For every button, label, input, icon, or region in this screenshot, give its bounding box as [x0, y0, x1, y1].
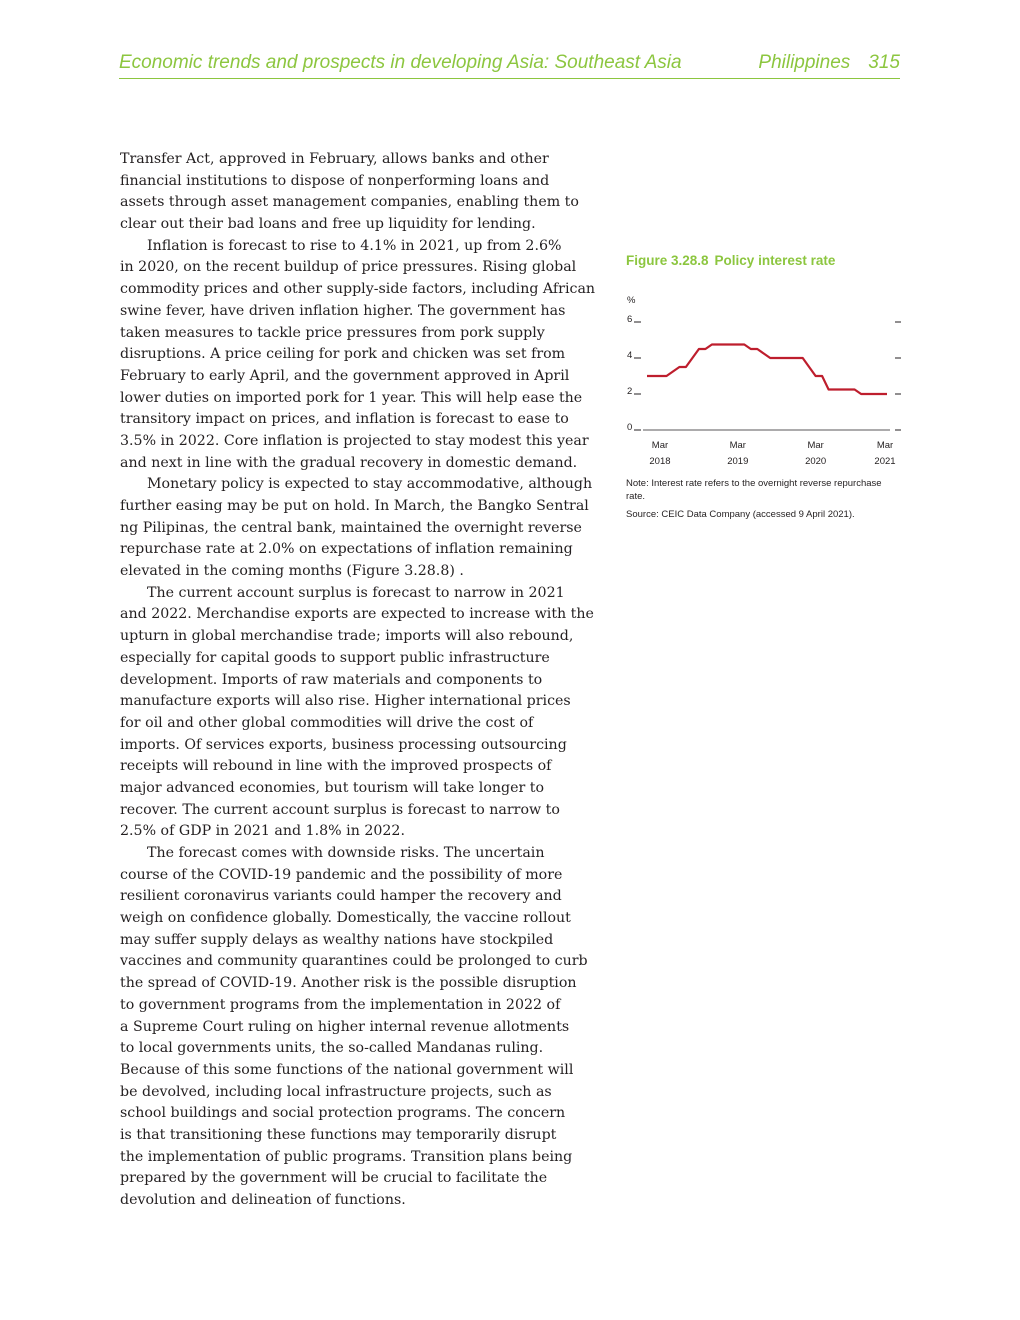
- text-line: devolution and delineation of functions.: [120, 1192, 406, 1208]
- text-line: the spread of COVID-19. Another risk is the possible disruption: [120, 975, 577, 992]
- text-line: major advanced economies, but tourism will take longer to: [120, 779, 545, 796]
- text-line: further easing may be put on hold. In March, the Bangko Sentral: [120, 498, 589, 514]
- text-line: the implementation of public programs. Transition plans being: [120, 1148, 573, 1165]
- text-line: transitory impact on prices, and inflation is forecast to ease to: [120, 411, 569, 428]
- text-line: taken measures to tackle price pressures from pork supply: [120, 324, 545, 341]
- y-axis-unit-label: %: [627, 295, 636, 306]
- text-line: lower duties on imported pork for 1 year. This will help ease the: [120, 389, 583, 406]
- text-line: recover. The current account surplus is forecast to narrow to: [120, 801, 560, 818]
- text-line: repurchase rate at 2.0% on expectations of inflation remaining: [120, 541, 573, 558]
- text-line: course of the COVID-19 pandemic and the possibility of more: [120, 866, 563, 883]
- text-line: financial institutions to dispose of nonperforming loans and: [120, 172, 550, 189]
- page-header: [119, 52, 900, 79]
- text-line: assets through asset management companies, enabling them to: [120, 194, 579, 211]
- text-line: especially for capital goods to support public infrastructure: [120, 649, 550, 666]
- running-title: Economic trends and prospects in developing Asia: Southeast Asia: [119, 52, 682, 73]
- text-line: Inflation is forecast to rise to 4.1% in 2021, up from 2.6%: [147, 237, 562, 254]
- x-tick-label: Mar: [729, 440, 746, 451]
- text-line: clear out their bad loans and free up liquidity for lending.: [120, 216, 536, 233]
- text-line: Monetary policy is expected to stay accommodative, although: [147, 476, 593, 493]
- text-line: in 2020, on the recent buildup of price pressures. Rising global: [120, 259, 577, 276]
- figure-title: Policy interest rate: [714, 253, 836, 268]
- text-line: imports. Of services exports, business processing outsourcing: [120, 736, 567, 753]
- figure-number: Figure 3.28.8: [626, 253, 709, 268]
- page-number: 315: [868, 52, 900, 73]
- figure-caption: [626, 253, 835, 268]
- text-line: The current account surplus is forecast to narrow in 2021: [147, 584, 565, 601]
- x-tick-label: Mar: [807, 440, 824, 451]
- figure-source: Source: CEIC Data Company (accessed 9 April 2021).: [626, 509, 855, 520]
- text-line: to government programs from the implementation in 2022 of: [120, 996, 561, 1013]
- section-name: Philippines: [758, 52, 851, 73]
- text-line: Because of this some functions of the national government will: [120, 1061, 574, 1078]
- text-line: resilient coronavirus variants could hamper the recovery and: [120, 888, 562, 905]
- y-tick-label: 0: [627, 422, 633, 433]
- policy-rate-chart: [620, 290, 905, 470]
- main-text-column: [120, 149, 605, 1212]
- text-line: to local governments units, the so-called Mandanas ruling.: [120, 1040, 544, 1057]
- text-line: a Supreme Court ruling on higher internal revenue allotments: [120, 1018, 570, 1035]
- figure-note: Note: Interest rate refers to the overnight reverse repurchase rate.: [626, 478, 882, 502]
- y-tick-label: 2: [627, 386, 633, 397]
- y-tick-label: 6: [627, 314, 633, 325]
- text-line: be devolved, including local infrastructure projects, such as: [120, 1083, 552, 1100]
- text-line: for oil and other global commodities will drive the cost of: [120, 714, 534, 731]
- text-line: February to early April, and the government approved in April: [120, 367, 570, 384]
- x-tick-year-label: 2021: [874, 456, 896, 467]
- text-line: Transfer Act, approved in February, allows banks and other: [120, 151, 549, 167]
- y-tick-label: 4: [627, 350, 633, 361]
- text-line: school buildings and social protection programs. The concern: [120, 1105, 566, 1122]
- text-line: 3.5% in 2022. Core inflation is projected to stay modest this year: [120, 432, 589, 449]
- text-line: prepared by the government will be crucial to facilitate the: [120, 1170, 548, 1187]
- text-line: manufacture exports will also rise. Higher international prices: [120, 693, 571, 710]
- text-line: vaccines and community quarantines could be prolonged to curb: [120, 953, 588, 970]
- series-line-policy-rate: [647, 345, 887, 395]
- text-line: may suffer supply delays as wealthy nations have stockpiled: [120, 931, 554, 948]
- text-line: development. Imports of raw materials and components to: [120, 671, 543, 688]
- chart-canvas: [620, 290, 905, 470]
- text-line: upturn in global merchandise trade; imports will also rebound,: [120, 628, 574, 645]
- x-tick-label: Mar: [651, 440, 669, 451]
- text-line: The forecast comes with downside risks. The uncertain: [147, 845, 545, 861]
- text-line: receipts will rebound in line with the improved prospects of: [120, 758, 552, 775]
- text-line: swine fever, have driven inflation higher. The government has: [120, 302, 566, 319]
- text-line: elevated in the coming months (Figure 3.28.8) .: [120, 563, 464, 580]
- text-line: and next in line with the gradual recovery in domestic demand.: [120, 454, 578, 471]
- text-line: is that transitioning these functions may temporarily disrupt: [120, 1126, 557, 1143]
- text-line: ng Pilipinas, the central bank, maintained the overnight reverse: [120, 519, 582, 536]
- x-tick-year-label: 2019: [727, 456, 749, 467]
- text-line: weigh on confidence globally. Domestically, the vaccine rollout: [120, 910, 571, 927]
- running-section: [758, 52, 900, 74]
- x-tick-year-label: 2018: [649, 456, 671, 467]
- x-tick-year-label: 2020: [805, 456, 827, 467]
- x-tick-label: Mar: [876, 440, 894, 451]
- text-line: disruptions. A price ceiling for pork and chicken was set from: [120, 346, 566, 363]
- text-line: commodity prices and other supply-side factors, including African: [120, 281, 596, 298]
- text-line: and 2022. Merchandise exports are expected to increase with the: [120, 606, 594, 623]
- text-line: 2.5% of GDP in 2021 and 1.8% in 2022.: [120, 823, 405, 840]
